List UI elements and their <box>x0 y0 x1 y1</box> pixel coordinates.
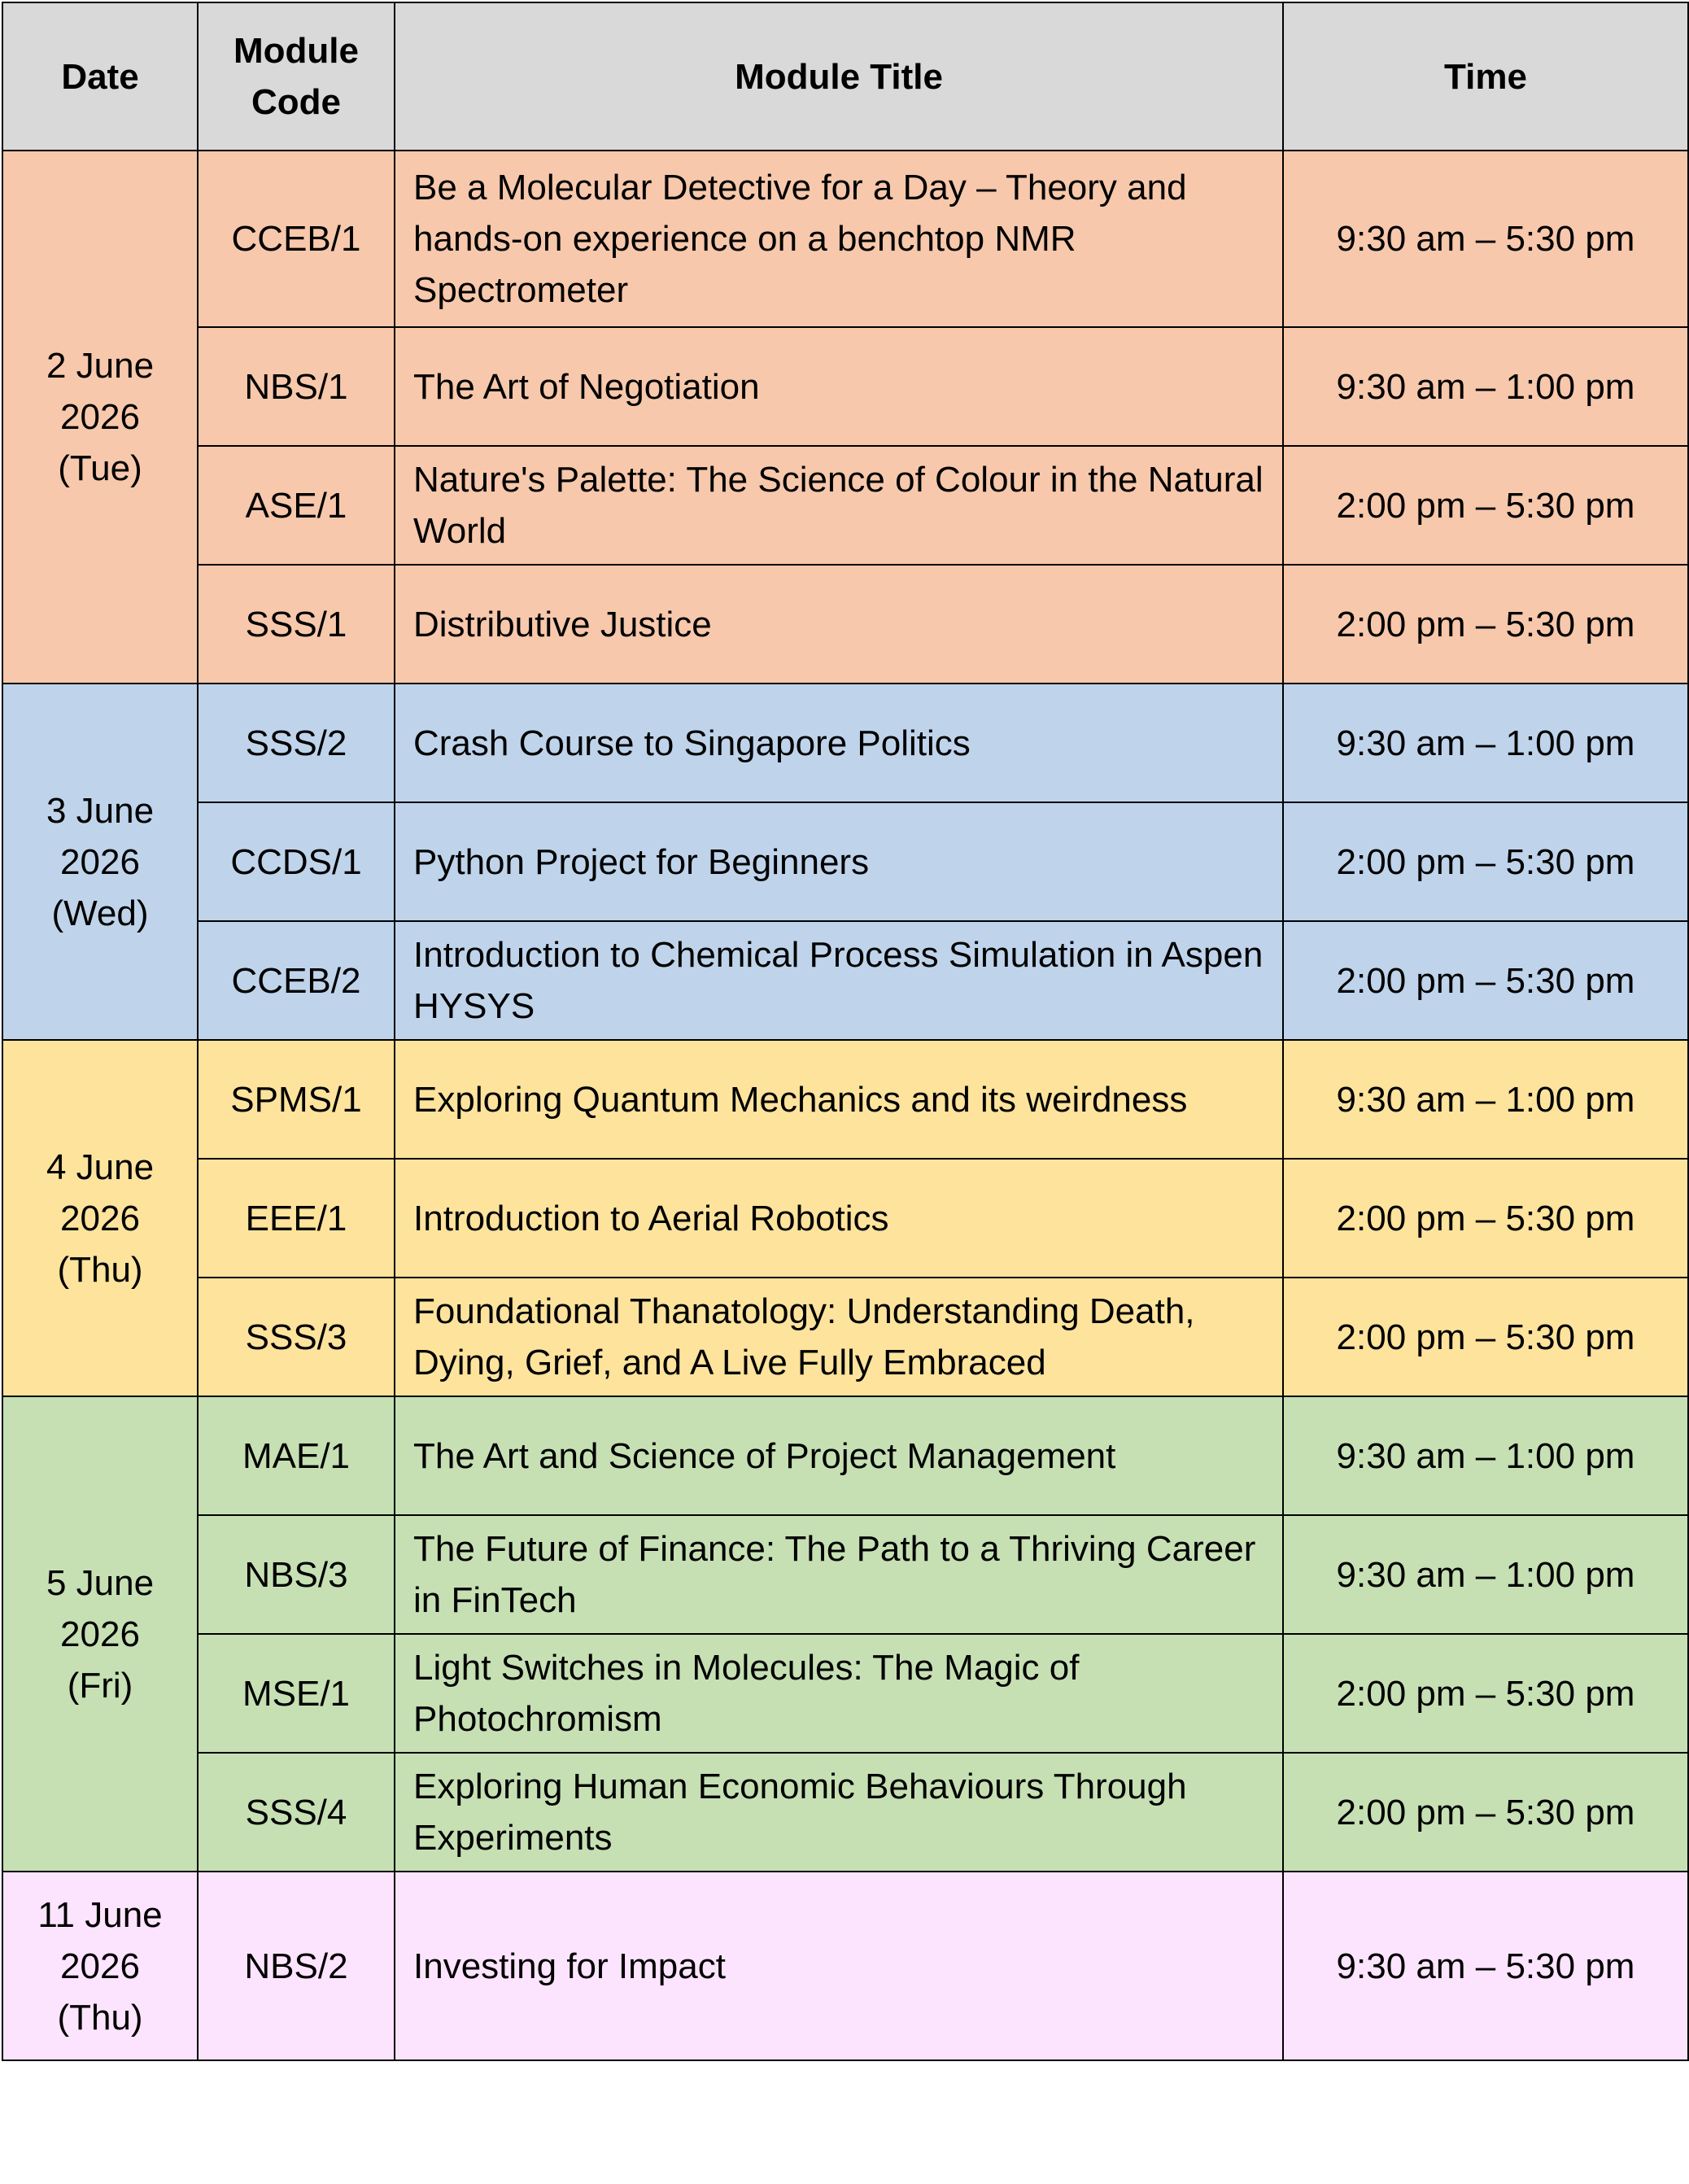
module-title: Be a Molecular Detective for a Day – Theory and hands-on experience on a benchtop NMR Spectrometer <box>395 151 1283 327</box>
table-row <box>2 1278 1688 1396</box>
header-module-title: Module Title <box>395 2 1283 151</box>
date-line: (Wed) <box>51 893 149 933</box>
date-line: 2026 <box>60 397 140 437</box>
header-row <box>2 2 1688 151</box>
module-code: ASE/1 <box>198 446 395 565</box>
table-row <box>2 684 1688 802</box>
module-title: Introduction to Aerial Robotics <box>395 1159 1283 1278</box>
date-line: 2026 <box>60 1614 140 1654</box>
header-time: Time <box>1283 2 1688 151</box>
date-line: 2026 <box>60 1198 140 1238</box>
table-row <box>2 327 1688 446</box>
date-cell <box>2 151 198 684</box>
module-code: NBS/2 <box>198 1872 395 2060</box>
module-title: Nature's Palette: The Science of Colour in the Natural World <box>395 446 1283 565</box>
header-date: Date <box>2 2 198 151</box>
date-line: (Tue) <box>58 448 142 488</box>
table-row <box>2 1040 1688 1159</box>
module-time: 2:00 pm – 5:30 pm <box>1283 1278 1688 1396</box>
header-module-code <box>198 2 395 151</box>
table-row <box>2 1396 1688 1515</box>
table-row <box>2 446 1688 565</box>
date-line: 5 June <box>46 1562 155 1603</box>
module-code: CCEB/1 <box>198 151 395 327</box>
date-cell <box>2 1872 198 2060</box>
table-row <box>2 921 1688 1040</box>
module-code: EEE/1 <box>198 1159 395 1278</box>
date-cell <box>2 1040 198 1396</box>
module-title: The Art and Science of Project Management <box>395 1396 1283 1515</box>
header-code-line: Code <box>251 82 341 122</box>
module-time: 9:30 am – 1:00 pm <box>1283 327 1688 446</box>
date-cell <box>2 684 198 1040</box>
module-time: 2:00 pm – 5:30 pm <box>1283 1753 1688 1872</box>
module-title: Light Switches in Molecules: The Magic of Photochromism <box>395 1634 1283 1753</box>
date-line: 4 June <box>46 1147 155 1187</box>
table-row <box>2 802 1688 921</box>
date-line: 2026 <box>60 1946 140 1986</box>
date-line: (Thu) <box>57 1997 143 2038</box>
module-code: SSS/2 <box>198 684 395 802</box>
module-time: 9:30 am – 1:00 pm <box>1283 1396 1688 1515</box>
date-line: 11 June <box>37 1894 163 1935</box>
module-time: 9:30 am – 5:30 pm <box>1283 1872 1688 2060</box>
module-title: Crash Course to Singapore Politics <box>395 684 1283 802</box>
module-title: Exploring Quantum Mechanics and its weirdness <box>395 1040 1283 1159</box>
table-row <box>2 1515 1688 1634</box>
header-code-line: Module <box>233 31 359 71</box>
table-row <box>2 1159 1688 1278</box>
table-row <box>2 151 1688 327</box>
module-code: NBS/3 <box>198 1515 395 1634</box>
module-time: 2:00 pm – 5:30 pm <box>1283 802 1688 921</box>
module-title: Investing for Impact <box>395 1872 1283 2060</box>
module-time: 2:00 pm – 5:30 pm <box>1283 446 1688 565</box>
date-cell <box>2 1396 198 1872</box>
module-title: Exploring Human Economic Behaviours Through Experiments <box>395 1753 1283 1872</box>
module-title: Introduction to Chemical Process Simulation in Aspen HYSYS <box>395 921 1283 1040</box>
module-code: MAE/1 <box>198 1396 395 1515</box>
module-code: SSS/1 <box>198 565 395 684</box>
module-title: The Future of Finance: The Path to a Thriving Career in FinTech <box>395 1515 1283 1634</box>
date-line: 2 June <box>46 346 155 386</box>
table-row <box>2 1872 1688 2060</box>
date-line: 3 June <box>46 790 155 831</box>
module-time: 9:30 am – 1:00 pm <box>1283 1040 1688 1159</box>
module-title: Foundational Thanatology: Understanding Death, Dying, Grief, and A Live Fully Embraced <box>395 1278 1283 1396</box>
module-title: The Art of Negotiation <box>395 327 1283 446</box>
date-line: (Fri) <box>67 1665 133 1706</box>
module-time: 9:30 am – 5:30 pm <box>1283 151 1688 327</box>
module-code: SPMS/1 <box>198 1040 395 1159</box>
module-time: 9:30 am – 1:00 pm <box>1283 684 1688 802</box>
module-time: 2:00 pm – 5:30 pm <box>1283 1159 1688 1278</box>
module-code: MSE/1 <box>198 1634 395 1753</box>
table-row <box>2 565 1688 684</box>
module-code: SSS/3 <box>198 1278 395 1396</box>
module-time: 9:30 am – 1:00 pm <box>1283 1515 1688 1634</box>
module-time: 2:00 pm – 5:30 pm <box>1283 565 1688 684</box>
table-row <box>2 1634 1688 1753</box>
date-line: (Thu) <box>57 1249 143 1290</box>
module-title: Python Project for Beginners <box>395 802 1283 921</box>
module-title: Distributive Justice <box>395 565 1283 684</box>
module-code: SSS/4 <box>198 1753 395 1872</box>
module-time: 2:00 pm – 5:30 pm <box>1283 921 1688 1040</box>
schedule-table <box>2 2 1689 2061</box>
table-row <box>2 1753 1688 1872</box>
date-line: 2026 <box>60 841 140 882</box>
module-code: NBS/1 <box>198 327 395 446</box>
module-code: CCDS/1 <box>198 802 395 921</box>
module-time: 2:00 pm – 5:30 pm <box>1283 1634 1688 1753</box>
module-code: CCEB/2 <box>198 921 395 1040</box>
